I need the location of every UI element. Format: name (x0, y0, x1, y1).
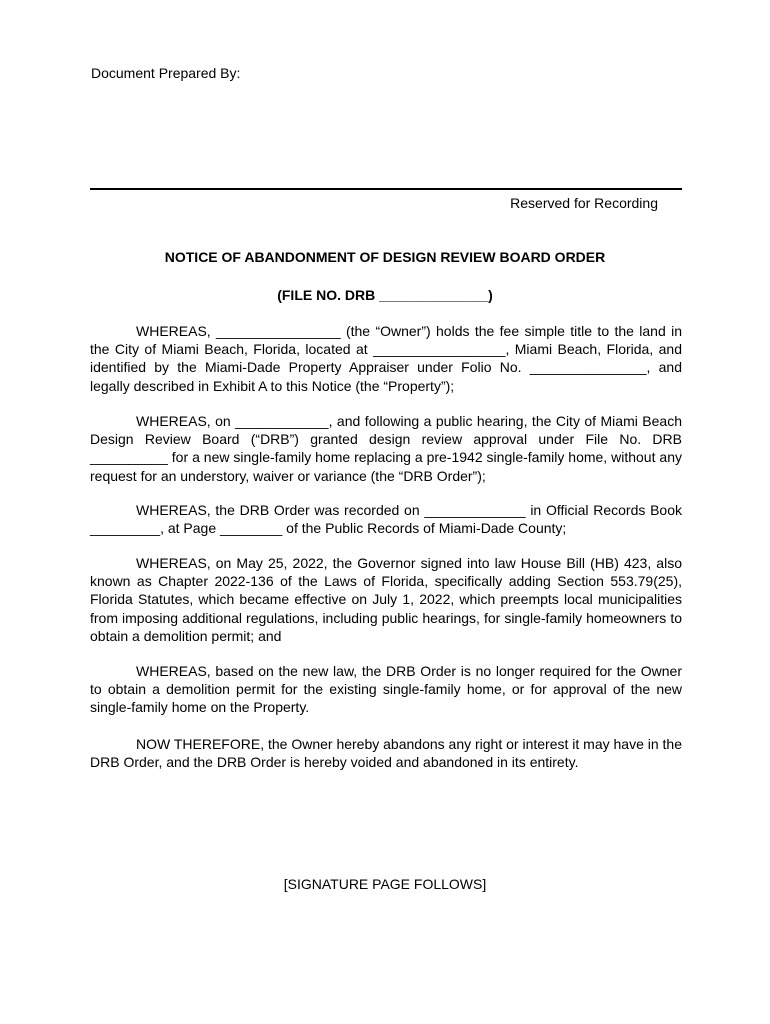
paragraph-now-therefore (90, 735, 682, 771)
paragraph-owner (90, 322, 682, 395)
reserved-for-recording-label: Reserved for Recording (510, 195, 658, 211)
paragraph-text: WHEREAS, the DRB Order was recorded on _____________ in Official Records Book _________, at Page ________ of the Public Records of Miami-Dade County; (90, 502, 682, 537)
paragraph-text: NOW THEREFORE, the Owner hereby abandons any right or interest it may have in the DRB Order, and the DRB Order is hereby voided and abandoned in its entirety. (90, 736, 682, 771)
document-title: NOTICE OF ABANDONMENT OF DESIGN REVIEW BOARD ORDER (164, 249, 606, 265)
paragraph-house-bill (90, 554, 682, 645)
paragraph-new-law (90, 662, 682, 717)
prepared-by-label: Document Prepared By: (91, 65, 241, 81)
file-number: (FILE NO. DRB ______________) (277, 287, 493, 303)
signature-page-notice: [SIGNATURE PAGE FOLLOWS] (283, 876, 487, 892)
paragraph-recording (90, 501, 682, 537)
paragraph-text: WHEREAS, ________________ (the “Owner”) holds the fee simple title to the land in the City of Miami Beach, Florida, located at _________________, Miami Beach, Florida, and identified by the Miami-Dade Property Appraiser under Folio No. _______________, and legally described in Exhibit A to this Notice (the “Property”); (90, 323, 682, 394)
paragraph-text: WHEREAS, on May 25, 2022, the Governor signed into law House Bill (HB) 423, also known as Chapter 2022-136 of the Laws of Florida, specifically adding Section 553.79(25), Florida Statutes, which became effective on July 1, 2022, which preempts local municipalities from imposing additional regulations, including public hearings, for single-family homeowners to obtain a demolition permit; and (90, 555, 682, 644)
paragraph-drb-approval (90, 412, 682, 485)
paragraph-text: WHEREAS, on ____________, and following a public hearing, the City of Miami Beach Design Review Board (“DRB”) granted design review approval under File No. DRB __________ for a new single-family home replacing a pre-1942 single-family home, without any request for an understory, waiver or variance (the “DRB Order”); (90, 413, 682, 484)
recording-divider (90, 188, 682, 190)
paragraph-text: WHEREAS, based on the new law, the DRB Order is no longer required for the Owner to obtain a demolition permit for the existing single-family home, or for approval of the new single-family home on the Property. (90, 663, 682, 716)
